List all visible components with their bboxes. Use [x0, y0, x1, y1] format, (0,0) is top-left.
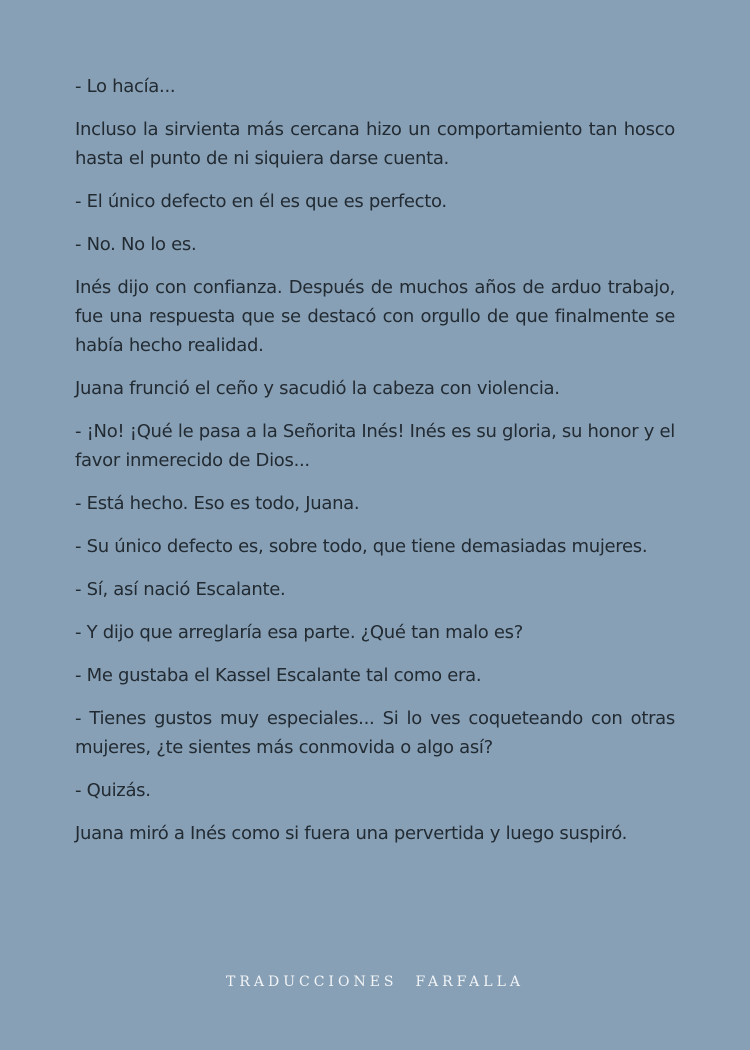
footer-credit — [0, 974, 750, 990]
footer-word-2: FARFALLA — [415, 974, 524, 990]
paragraph: - Tienes gustos muy especiales... Si lo ves coqueteando con otras mujeres, ¿te sientes más conmovida o algo así? — [75, 708, 675, 758]
paragraph: - No. No lo es. — [75, 234, 197, 255]
paragraph: - El único defecto en él es que es perfecto. — [75, 191, 447, 212]
paragraph: - Su único defecto es, sobre todo, que tiene demasiadas mujeres. — [75, 536, 648, 557]
paragraph: Juana miró a Inés como si fuera una pervertida y luego suspiró. — [75, 823, 628, 844]
paragraph: - ¡No! ¡Qué le pasa a la Señorita Inés! Inés es su gloria, su honor y el favor inmerecido de Dios... — [75, 421, 675, 471]
paragraph: - Me gustaba el Kassel Escalante tal como era. — [75, 665, 482, 686]
paragraph: - Y dijo que arreglaría esa parte. ¿Qué tan malo es? — [75, 622, 524, 643]
paragraph: Juana frunció el ceño y sacudió la cabeza con violencia. — [75, 378, 560, 399]
paragraph: - Sí, así nació Escalante. — [75, 579, 286, 600]
page-body — [75, 72, 675, 862]
paragraph: Inés dijo con confianza. Después de muchos años de arduo trabajo, fue una respuesta que se destacó con orgullo de que finalmente se había hecho realidad. — [75, 277, 675, 356]
paragraph: - Quizás. — [75, 780, 151, 801]
footer-word-1: TRADUCCIONES — [226, 974, 398, 990]
paragraph: Incluso la sirvienta más cercana hizo un comportamiento tan hosco hasta el punto de ni siquiera darse cuenta. — [75, 119, 675, 169]
paragraph: - Está hecho. Eso es todo, Juana. — [75, 493, 360, 514]
paragraph: - Lo hacía... — [75, 76, 176, 97]
